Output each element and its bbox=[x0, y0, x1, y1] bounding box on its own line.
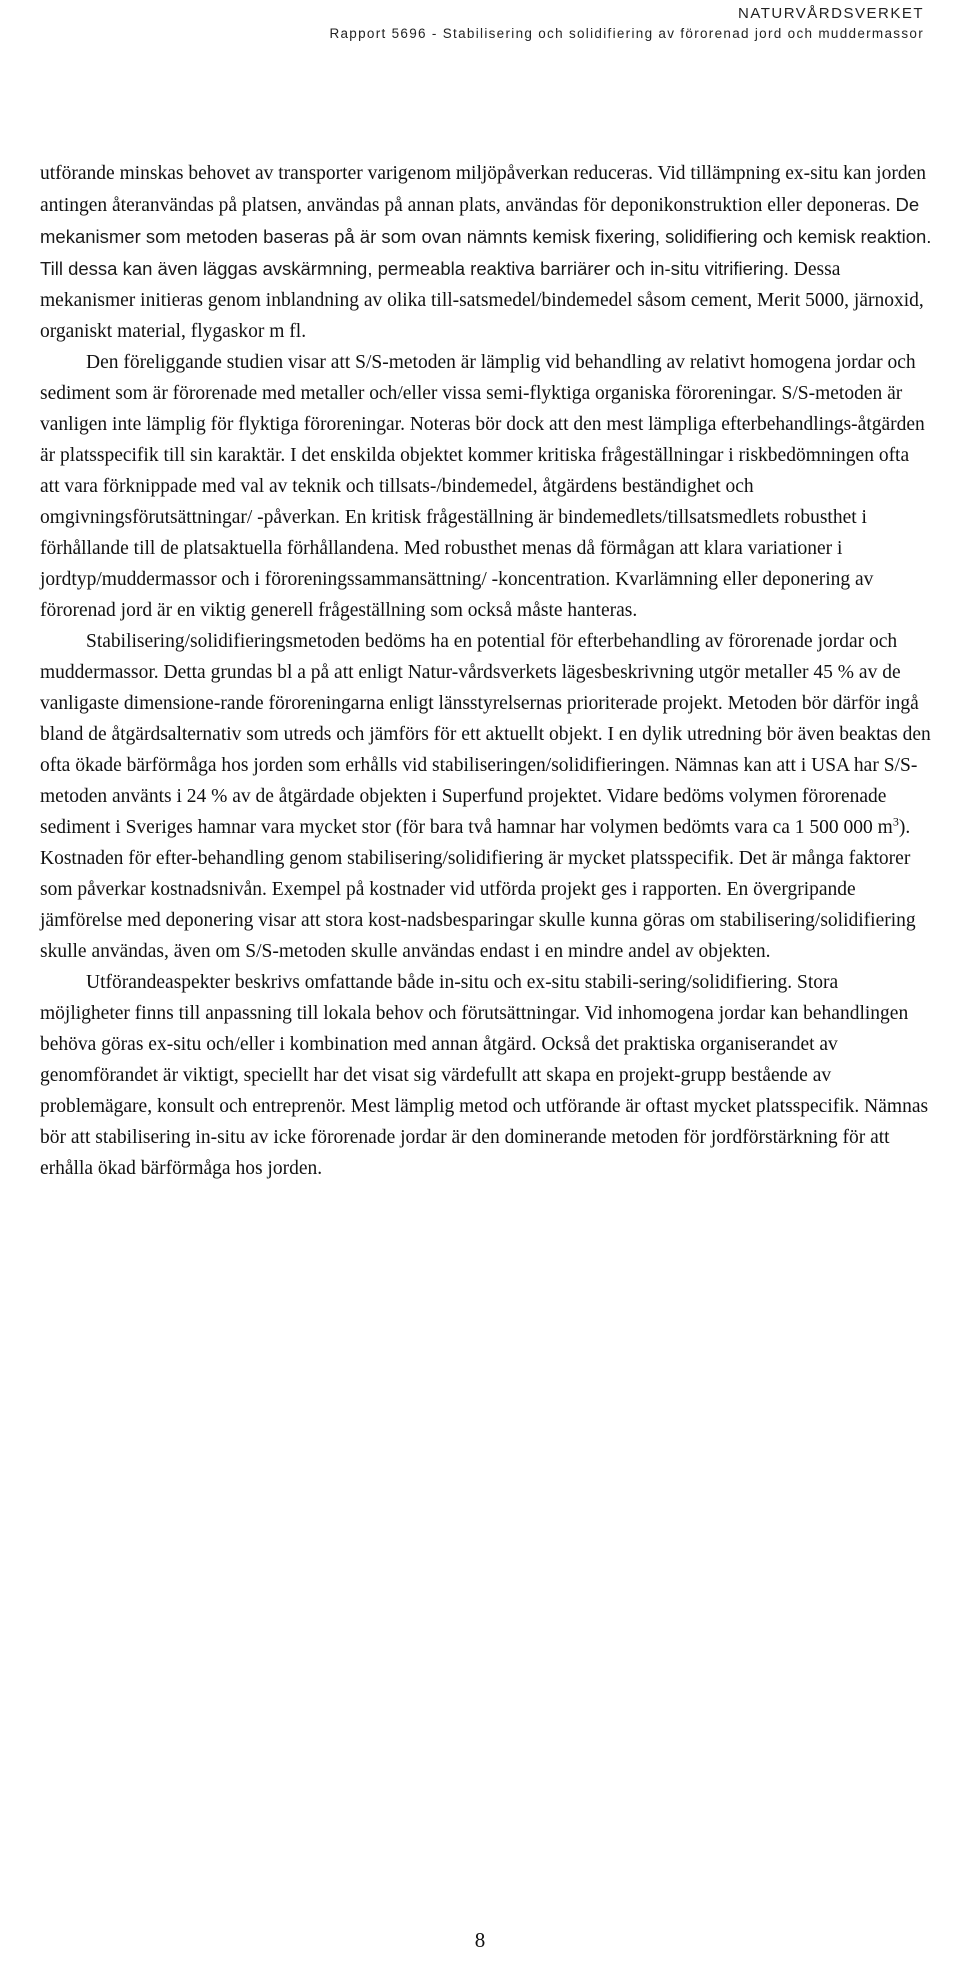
text-segment: Dessa mekanismer initieras genom inblandning av olika till-satsmedel/bindemedel såsom cement, Merit 5000, järnoxid, organiskt material, flygaskor m fl. bbox=[40, 259, 924, 342]
paragraph bbox=[40, 626, 932, 967]
text-segment: Den föreliggande studien visar att S/S-metoden är lämplig vid behandling av relativt homogena jordar och sediment som är förorenade med metaller och/eller vissa semi-flyktiga organiska föroreningar. S/S-metoden är vanligen inte lämplig för flyktiga föroreningar. Noteras bör dock att den mest lämpliga efterbehandlings-åtgärden är platsspecifik till sin karaktär. I det enskilda objektet kommer kritiska frågeställningar i riskbedömningen ofta att vara förknippade med val av teknik och tillsats-/bindemedel, åtgärdens beständighet och omgivningsförutsättningar/ -påverkan. En kritisk frågeställning är bindemedlets/tillsatsmedlets robusthet i förhållande till de platsaktuella förhållandena. Med robusthet menas då förmågan att klara variationer i jordtyp/muddermassor och i föroreningssammansättning/ -koncentration. Kvarlämning eller deponering av förorenad jord är en viktig generell frågeställning som också måste hanteras. bbox=[40, 352, 925, 621]
text-segment: Stabilisering/solidifieringsmetoden bedöms ha en potential för efterbehandling av förorenade jordar och muddermassor. Detta grundas bl a på att enligt Natur-vårdsverkets lägesbeskrivning utgör metaller 45 % av de vanligaste dimensione-rande föroreningarna enligt länsstyrelsernas prioriterade projekt. Metoden bör därför ingå bland de åtgärdsalternativ som utreds och jämförs för ett aktuellt objekt. I en dylik utredning bör även beaktas den ofta ökade bärförmåga hos jorden som erhålls vid stabiliseringen/solidifieringen. Nämnas kan att i USA har S/S-metoden använts i 24 % av de åtgärdade objekten i Superfund projektet. Vidare bedöms volymen förorenade sediment i Sveriges hamnar vara mycket stor (för bara två hamnar har volymen bedömts vara ca 1 500 000 m bbox=[40, 631, 931, 838]
header-organization: NATURVÅRDSVERKET bbox=[738, 5, 924, 22]
page-header bbox=[64, 4, 924, 44]
text-segment: ). Kostnaden för efter-behandling genom stabilisering/solidifiering är mycket platsspecifik. Det är många faktorer som påverkar kostnadsnivån. Exempel på kostnader vid utförda projekt ges i rapporten. En övergripande jämförelse med deponering visar att stora kost-nadsbesparingar skulle kunna göras om stabilisering/solidifiering skulle användas, även om S/S-metoden skulle användas endast i en mindre andel av objekten. bbox=[40, 817, 916, 962]
superscript: 3 bbox=[892, 814, 899, 829]
text-segment: Utförandeaspekter beskrivs omfattande både in-situ och ex-situ stabili-sering/solidifiering. Stora möjligheter finns till anpassning till lokala behov och förutsättningar. Vid inhomogena jordar kan behandlingen behöva göras ex-situ och/eller i kombination med annan åtgärd. Också det praktiska organiserandet av genomförandet är viktigt, speciellt har det visat sig värdefullt att skapa en projekt-grupp bestående av problemägare, konsult och entreprenör. Mest lämplig metod och utförande är oftast mycket platsspecifik. Nämnas bör att stabilisering in-situ av icke förorenade jordar är den dominerande metoden för jordförstärkning för att erhålla ökad bärförmåga hos jorden. bbox=[40, 972, 929, 1179]
paragraph bbox=[40, 158, 932, 347]
text-segment: utförande minskas behovet av transporter varigenom miljöpåverkan reduceras. Vid tillämpning ex-situ kan jorden antingen återanvändas på platsen, användas på annan plats, användas för deponikonstruktion eller deponeras. bbox=[40, 163, 927, 216]
text-segment: De mekanismer som metoden baseras på är som ovan nämnts kemisk fixering, solidifiering och kemisk reaktion. Till dessa kan även läggas avskärmning, permeabla reaktiva barriärer och in-situ vitrifiering. bbox=[40, 194, 932, 279]
header-report-title: Rapport 5696 - Stabilisering och solidifiering av förorenad jord och muddermassor bbox=[329, 26, 924, 41]
page-number: 8 bbox=[474, 1928, 486, 1952]
paragraph bbox=[40, 347, 932, 626]
paragraph bbox=[40, 967, 932, 1184]
body-text bbox=[40, 158, 932, 1184]
